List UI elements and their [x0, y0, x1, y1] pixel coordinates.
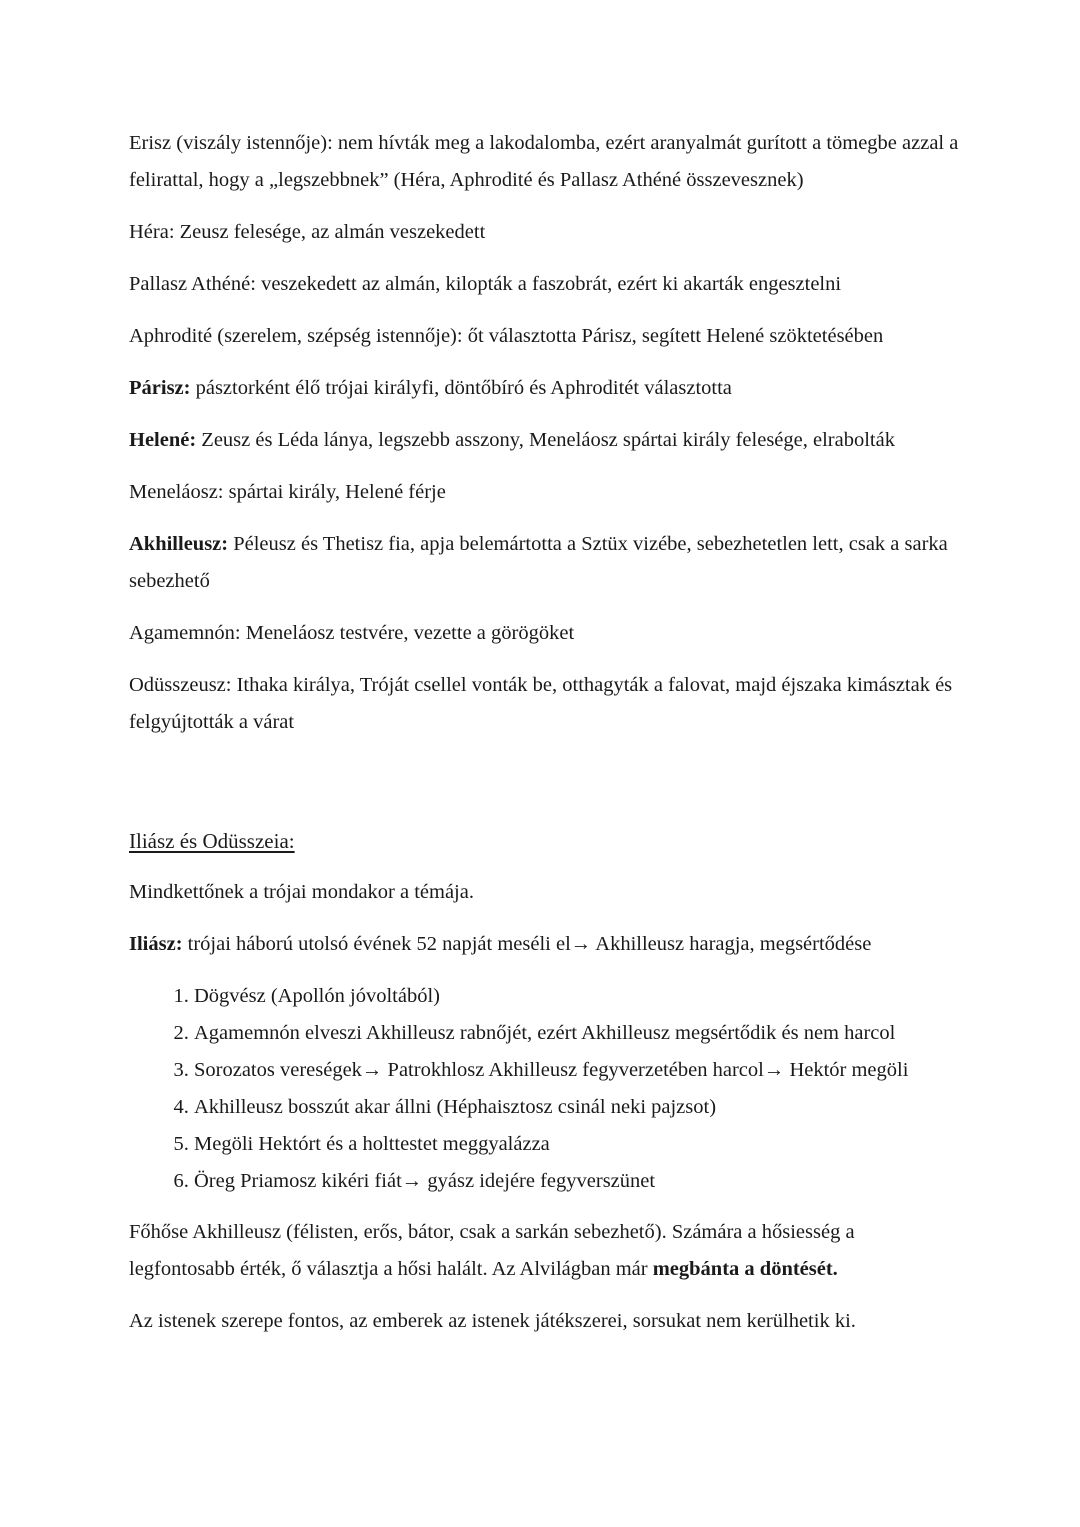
character-text: Pallasz Athéné: veszekedett az almán, kilopták a faszobrát, ezért ki akarták engesztelni	[129, 273, 842, 295]
character-text: Odüsszeusz: Ithaka királya, Tróját csellel vonták be, otthagyták a falovat, majd éjszaka kimásztak és felgyújtották a várat	[129, 674, 953, 733]
character-erisz	[129, 125, 959, 199]
character-name: Párisz:	[129, 377, 191, 399]
character-athene	[129, 266, 959, 303]
document-page	[129, 125, 959, 1340]
character-text: Agamemnón: Meneláosz testvére, vezette a görögöket	[129, 622, 575, 644]
iliasz-label: Iliász:	[129, 933, 183, 955]
list-item: 1. Dögvész (Apollón jóvoltából)	[194, 978, 959, 1015]
character-agamemnon	[129, 615, 959, 652]
character-text: Aphrodité (szerelem, szépség istennője): őt választotta Párisz, segített Helené szöktetésében	[129, 325, 884, 347]
character-text: Héra: Zeusz felesége, az almán veszekedett	[129, 221, 486, 243]
gods-paragraph: Az istenek szerepe fontos, az emberek az istenek játékszerei, sorsukat nem kerülhetik ki.	[129, 1310, 856, 1332]
hero-bold: megbánta a döntését.	[652, 1258, 838, 1280]
character-helene	[129, 422, 959, 459]
character-aphrodite	[129, 318, 959, 355]
character-text: Erisz (viszály istennője): nem hívták meg a lakodalomba, ezért aranyalmát gurított a tömegbe azzal a felirattal, hogy a „legszebbnek” (Héra, Aphrodité és Pallasz Athéné összevesznek)	[129, 132, 959, 191]
character-text: Zeusz és Léda lánya, legszebb asszony, Meneláosz spártai király felesége, elrabolták	[196, 429, 895, 451]
section-intro: Mindkettőnek a trójai mondakor a témája.	[129, 881, 474, 903]
iliasz-text: trójai háború utolsó évének 52 napját meséli el→ Akhilleusz haragja, megsértődése	[182, 933, 872, 955]
hero-text: Főhőse Akhilleusz (félisten, erős, bátor, csak a sarkán sebezhető). Számára a hősiesség a legfontosabb érték, ő választja a hősi halált. Az Alvilágban már	[129, 1221, 855, 1280]
character-hera	[129, 214, 959, 251]
character-name: Akhilleusz:	[129, 533, 229, 555]
character-odusszeusz	[129, 667, 959, 741]
character-name: Helené:	[129, 429, 197, 451]
character-menelaosz	[129, 474, 959, 511]
plot-list	[129, 978, 959, 1200]
character-akhilleusz	[129, 526, 959, 600]
character-text: pásztorként élő trójai királyfi, döntőbíró és Aphroditét választotta	[190, 377, 732, 399]
section-title: Iliász és Odüsszeia:	[129, 829, 295, 853]
character-text: Péleusz és Thetisz fia, apja belemártotta a Sztüx vizébe, sebezhetetlen lett, csak a sarka sebezhető	[129, 533, 948, 592]
list-item: 6. Öreg Priamosz kikéri fiát→ gyász idejére fegyverszünet	[194, 1163, 959, 1200]
character-text: Meneláosz: spártai király, Helené férje	[129, 481, 446, 503]
iliasz-summary	[129, 926, 959, 963]
hero-paragraph	[129, 1214, 959, 1288]
list-item: 5. Megöli Hektórt és a holttestet meggyalázza	[194, 1126, 959, 1163]
character-parisz	[129, 370, 959, 407]
list-item: 2. Agamemnón elveszi Akhilleusz rabnőjét, ezért Akhilleusz megsértődik és nem harcol	[194, 1015, 959, 1052]
list-item: 3. Sorozatos vereségek→ Patrokhlosz Akhilleusz fegyverzetében harcol→ Hektór megöli	[194, 1052, 959, 1089]
list-item: 4. Akhilleusz bosszút akar állni (Héphaisztosz csinál neki pajzsot)	[194, 1089, 959, 1126]
